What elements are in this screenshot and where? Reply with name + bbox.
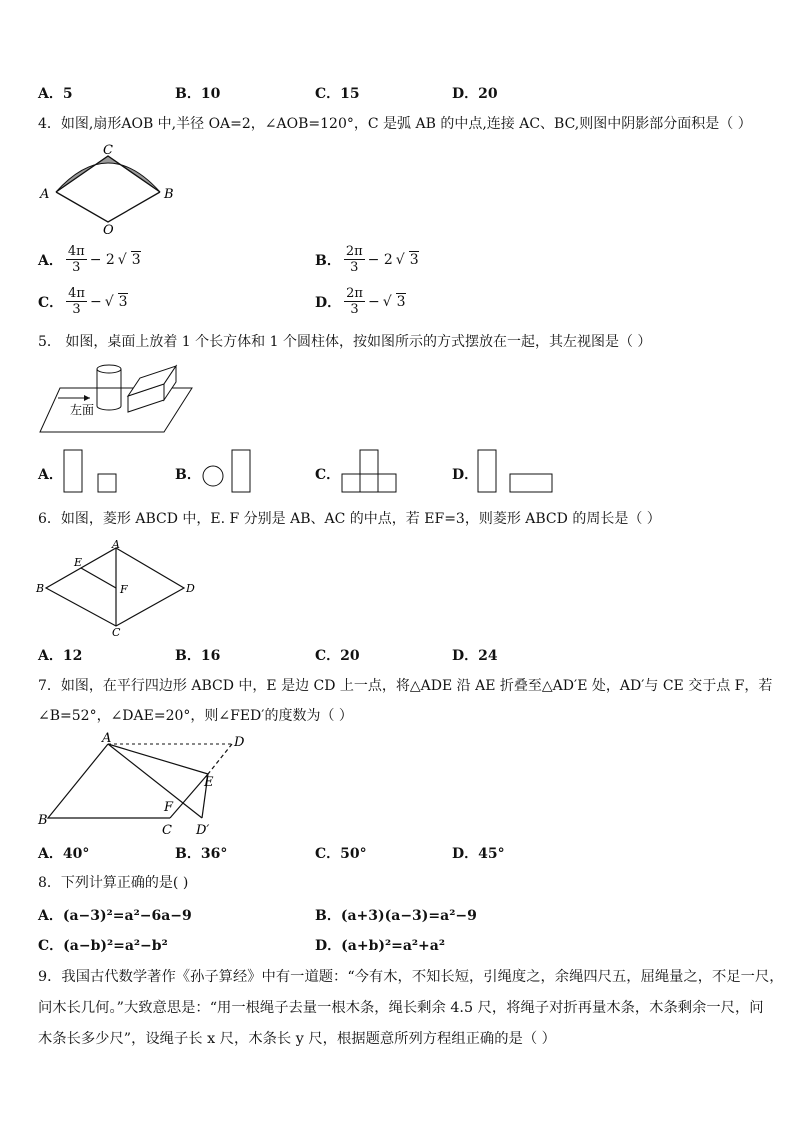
q6-option-c: C．20 — [315, 648, 360, 664]
label-f: F — [120, 583, 128, 596]
q4-option-c: C． $\frac{4\pi}{3}$ − √ 3 — [38, 286, 128, 317]
q4-a-rest: − 2 — [89, 251, 115, 268]
left-face-label: 左面 — [70, 403, 95, 417]
q4-option-a: A． $\frac{4\pi}{3}$ − 2 √ 3 — [38, 244, 141, 275]
label-a: A — [102, 731, 112, 746]
q4-sector-figure — [36, 142, 186, 234]
q7-option-c: C．50° — [315, 846, 367, 862]
q4-c-rad: 3 — [118, 294, 128, 310]
q4-c-num: 4π — [68, 286, 85, 301]
label-a: A — [40, 187, 50, 202]
table-top — [40, 388, 192, 432]
sides-ab-bc — [48, 744, 170, 818]
label-d: D — [186, 582, 195, 595]
q5-option-d-letter: D． — [452, 467, 479, 483]
q5-option-a-figure — [62, 448, 122, 496]
q8-option-b: B．(a+3)(a−3)=a²−9 — [315, 908, 477, 924]
segment-ae — [108, 744, 208, 774]
segment-ef — [81, 568, 116, 588]
q4-c-rest: − — [89, 293, 102, 310]
label-b: B — [164, 187, 174, 202]
q3-option-a: A．5 — [38, 86, 73, 102]
label-f: F — [164, 800, 174, 815]
q4-d-num: 2π — [346, 286, 363, 301]
q7-parallelogram-figure — [36, 730, 252, 838]
radii-oa-ob — [56, 192, 160, 222]
q4-d-den: 3 — [350, 302, 359, 317]
q4-d-rad: 3 — [396, 294, 406, 310]
q4-option-a-letter: A． — [38, 252, 63, 269]
q8-text: 8．下列计算正确的是( ) — [38, 875, 189, 891]
q4-b-rad: 3 — [409, 252, 419, 268]
q5-option-a-letter: A． — [38, 467, 63, 483]
q4-d-rest: − — [367, 293, 380, 310]
q4-a-num: 4π — [67, 244, 85, 259]
q6-option-b: B．16 — [175, 648, 221, 664]
q4-option-d: D． $\frac{2\pi}{3}$ − √ 3 — [315, 286, 406, 317]
label-b: B — [36, 582, 45, 595]
q5-option-d-figure — [476, 448, 558, 496]
q7-line-1: 7．如图，在平行四边形 ABCD 中，E 是边 CD 上一点，将△ADE 沿 AE 折叠至△AD′E 处，AD′与 CE 交于点 F，若 — [38, 678, 773, 694]
label-c: C — [103, 143, 113, 158]
q8-option-c: C．(a−b)²=a²−b² — [38, 938, 168, 954]
arrow-head-icon — [84, 395, 90, 401]
q7-option-a: A．40° — [38, 846, 90, 862]
q5-option-b-letter: B． — [175, 467, 201, 483]
label-a: A — [112, 538, 120, 551]
q4-b-rest: − 2 — [367, 251, 393, 268]
q9-line-2: 问木长几何。”大致意思是：“用一根绳子去量一根木条，绳长剩余 4.5 尺，将绳子对折再量木条，木条剩余一尺，问 — [38, 1000, 764, 1016]
label-d-prime: D′ — [196, 823, 210, 838]
q8-option-d: D．(a+b)²=a²+a² — [315, 938, 445, 954]
q4-text: 4．如图,扇形AOB 中,半径 OA=2，∠AOB=120°，C 是弧 AB 的中点,连接 AC、BC,则图中阴影部分面积是（ ） — [38, 116, 752, 132]
label-b: B — [38, 813, 48, 828]
fold-de-dashed — [208, 744, 232, 774]
q4-option-d-letter: D． — [315, 294, 342, 311]
q6-rhombus-figure — [34, 538, 200, 638]
q5-option-c-letter: C． — [315, 467, 341, 483]
q3-option-c: C．15 — [315, 86, 360, 102]
q3-option-d: D．20 — [452, 86, 498, 102]
q5-option-c-figure — [338, 448, 402, 496]
segment-ad2 — [108, 744, 202, 818]
label-c: C — [162, 823, 172, 838]
label-d: D — [234, 735, 245, 750]
q8-option-a: A．(a−3)²=a²−6a−9 — [38, 908, 192, 924]
q7-option-d: D．45° — [452, 846, 505, 862]
q4-option-b: B． $\frac{2\pi}{3}$ − 2 √ 3 — [315, 244, 419, 275]
q5-text: 5． 如图，桌面上放着 1 个长方体和 1 个圆柱体，按如图所示的方式摆放在一起，其左视图是（ ） — [38, 334, 652, 350]
q4-b-den: 3 — [350, 260, 359, 275]
label-e: E — [204, 775, 214, 790]
q4-option-c-letter: C． — [38, 294, 64, 311]
q6-option-a: A．12 — [38, 648, 83, 664]
label-e: E — [74, 556, 83, 569]
q5-solids-figure — [38, 356, 198, 436]
shaded-segment — [56, 156, 160, 192]
q4-a-den: 3 — [72, 260, 81, 275]
q4-a-rad: 3 — [131, 252, 141, 268]
q6-option-d: D．24 — [452, 648, 498, 664]
cylinder-top — [97, 365, 121, 373]
cylinder-base — [97, 406, 121, 410]
q7-line-2: ∠B=52°，∠DAE=20°，则∠FED′的度数为（ ） — [38, 708, 353, 724]
q7-option-b: B．36° — [175, 846, 228, 862]
label-o: O — [103, 223, 114, 234]
q4-c-den: 3 — [72, 302, 81, 317]
label-c: C — [112, 626, 121, 638]
q4-b-num: 2π — [345, 244, 363, 259]
q5-option-b-figure — [200, 448, 260, 496]
q9-line-1: 9．我国古代数学著作《孙子算经》中有一道题：“今有木，不知长短，引绳度之，余绳四尺五，屈绳量之，不足一尺， — [38, 969, 784, 985]
q4-option-b-letter: B． — [315, 252, 341, 269]
q9-line-3: 木条长多少尺”，设绳子长 x 尺，木条长 y 尺，根据题意所列方程组正确的是（ ） — [38, 1031, 556, 1047]
q6-text: 6．如图，菱形 ABCD 中，E. F 分别是 AB、AC 的中点，若 EF=3，则菱形 ABCD 的周长是（ ） — [38, 511, 661, 527]
q3-option-b: B．10 — [175, 86, 221, 102]
